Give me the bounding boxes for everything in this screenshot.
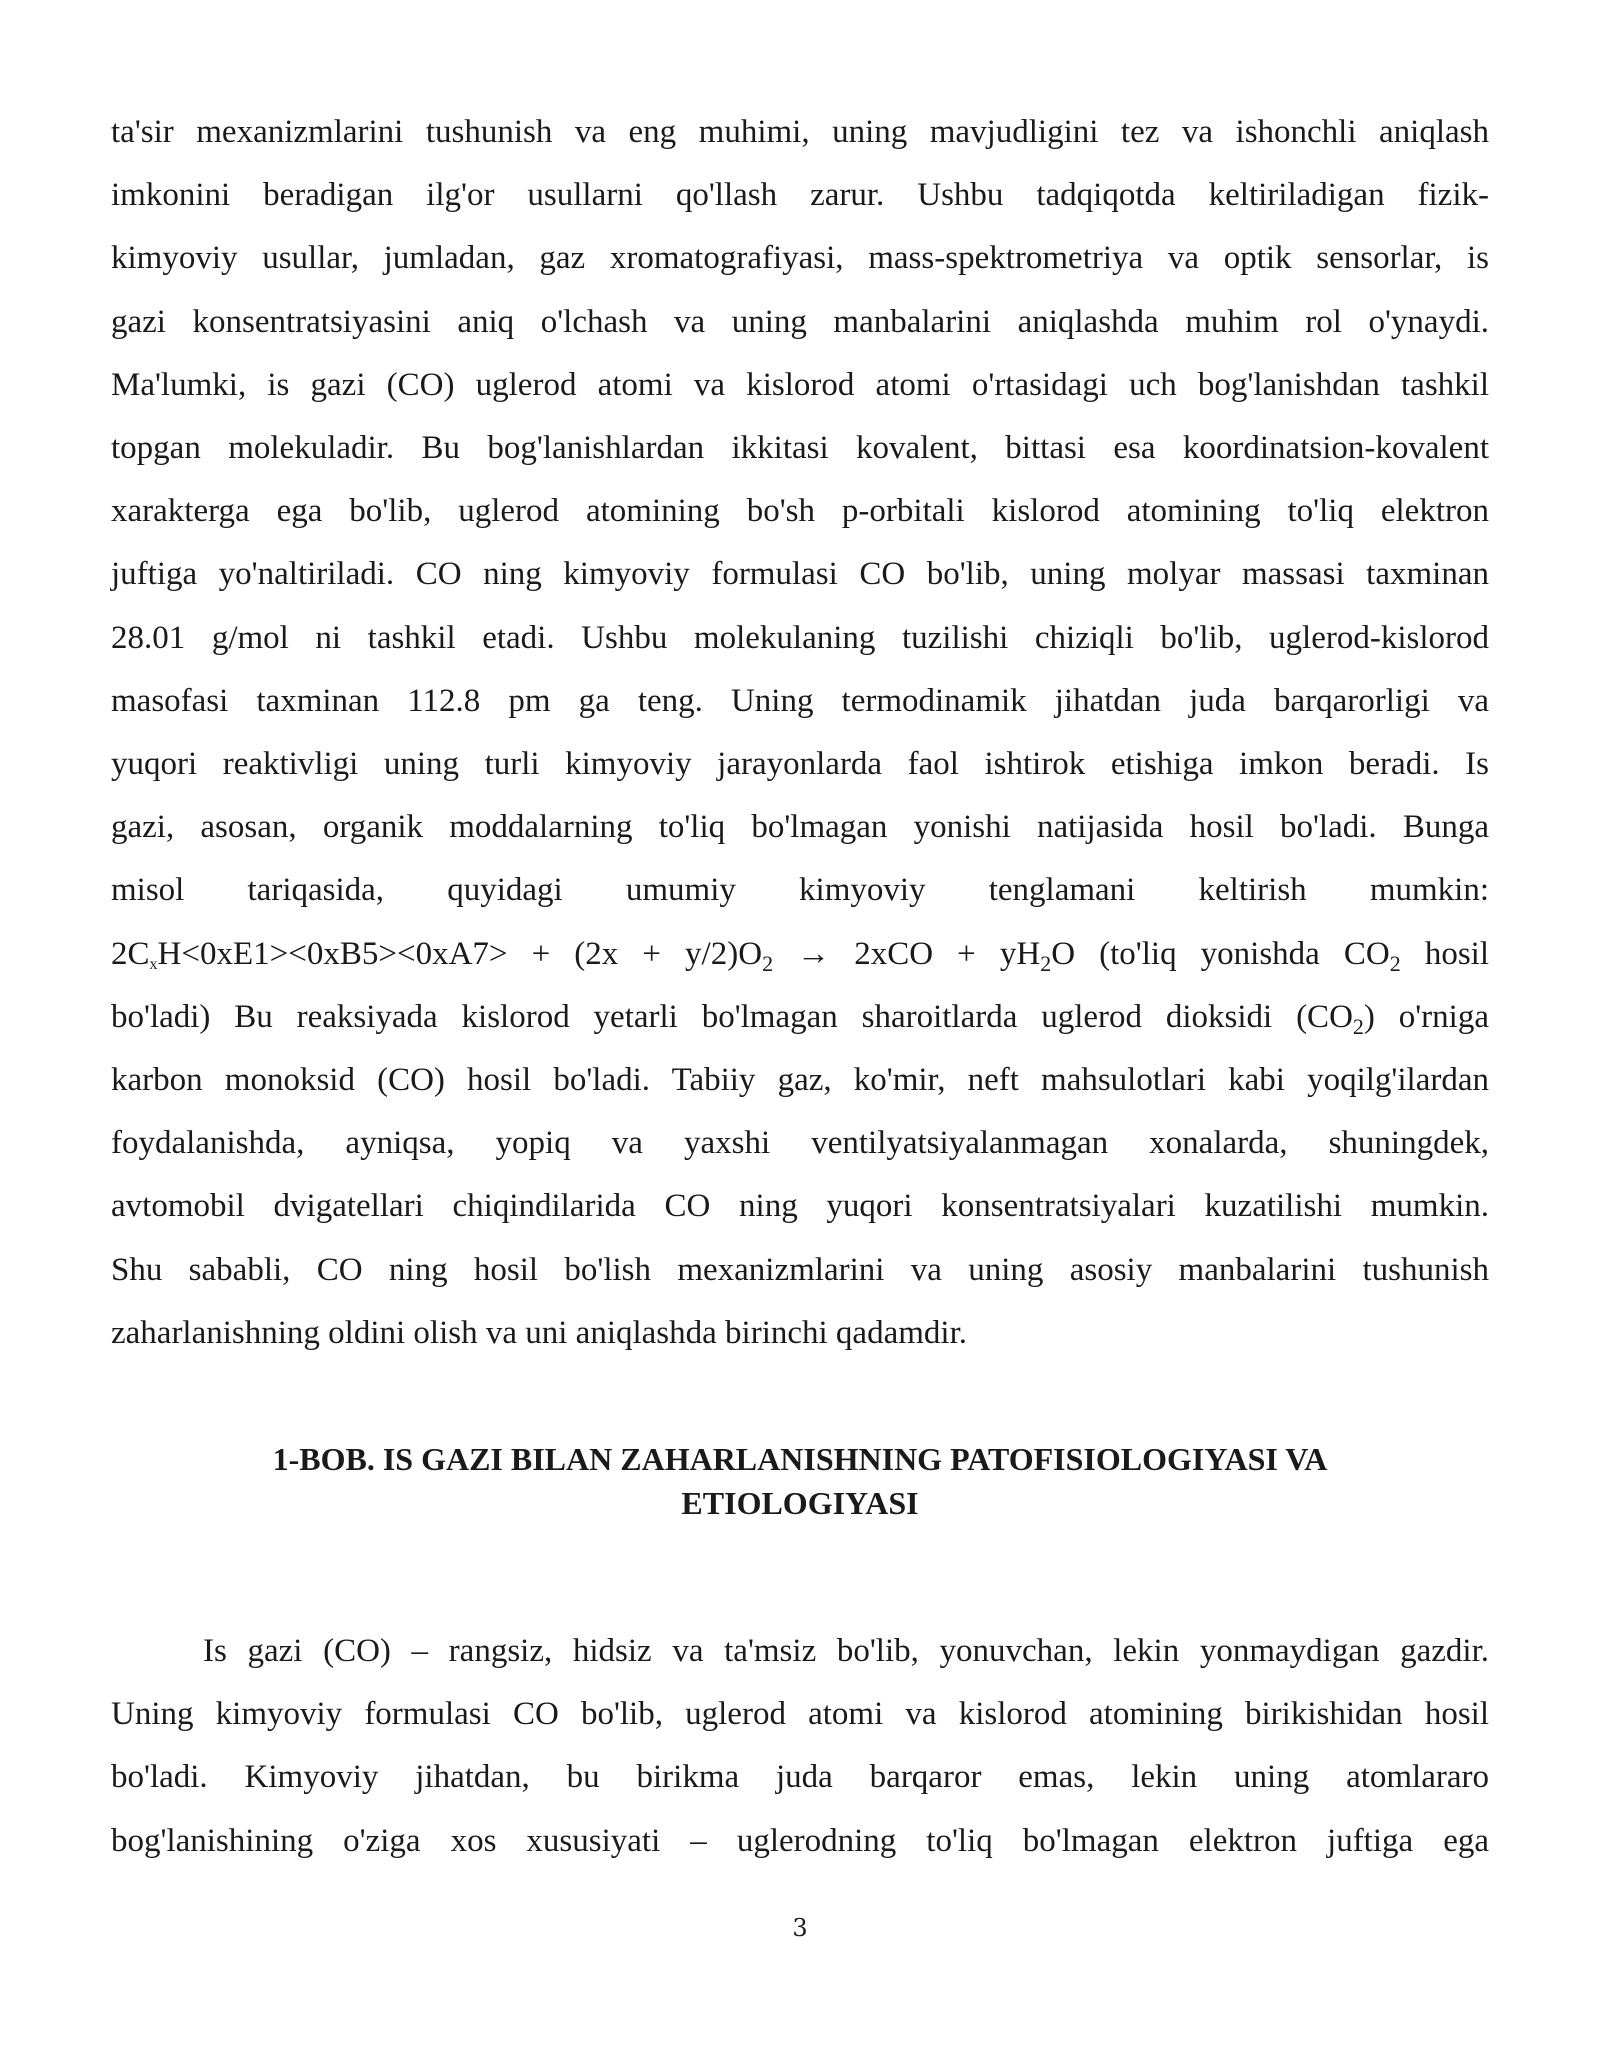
text-line: gazi konsentratsiyasini aniq o'lchash va uning manbalarini aniqlashda muhim rol o'ynaydi. [111, 303, 1489, 340]
chapter-heading-line: ETIOLOGIYASI [681, 1485, 919, 1521]
body-paragraph-chapter [111, 1620, 1489, 1873]
reaction-arrow: → [797, 935, 831, 972]
chemical-equation: $2CxH<0xE1><0xB5><0xA7> + (2x + y/2)O_2 \to 2xCO + yH_2O$ (to'liq yonishda $CO_2$ hosil [111, 935, 1490, 976]
text-line: ta'sir mexanizmlarini tushunish va eng muhimi, uning mavjudligini tez va ishonchli aniqlash [111, 114, 1489, 150]
text-line: avtomobil dvigatellari chiqindilarida CO ning yuqori konsentratsiyalari kuzatilishi mumkin. [111, 1188, 1489, 1225]
text-line: bo'ladi. Kimyoviy jihatdan, bu birikma juda barqaror emas, lekin uning atomlararo [111, 1759, 1489, 1796]
text-line: zaharlanishning oldini olish va uni aniqlashda birinchi qadamdir. [111, 1314, 967, 1351]
text-line: imkonini beradigan ilg'or usullarni qo'llash zarur. Ushbu tadqiqotda keltiriladigan fizik- [111, 177, 1489, 214]
body-paragraph-intro [111, 101, 1489, 1365]
text-line: masofasi taxminan 112.8 pm ga teng. Uning termodinamik jihatdan juda barqarorligi va [111, 682, 1489, 719]
text-line: misol tariqasida, quyidagi umumiy kimyoviy tenglamani keltirish mumkin: [111, 872, 1489, 909]
chapter-heading-line: 1-BOB. IS GAZI BILAN ZAHARLANISHNING PATOFISIOLOGIYASI VA [272, 1441, 1328, 1477]
text-line: yuqori reaktivligi uning turli kimyoviy jarayonlarda faol ishtirok etishiga imkon beradi. Is [111, 746, 1489, 783]
text-line: foydalanishda, ayniqsa, yopiq va yaxshi ventilyatsiyalanmagan xonalarda, shuningdek, [111, 1125, 1489, 1162]
chapter-heading [111, 1437, 1489, 1525]
text-line: Shu sababli, CO ning hosil bo'lish mexanizmlarini va uning asosiy manbalarini tushunish [111, 1251, 1489, 1288]
text-line: juftiga yo'naltiriladi. CO ning kimyoviy formulasi CO bo'lib, uning molyar massasi taxminan [111, 556, 1489, 593]
text-line: Uning kimyoviy formulasi CO bo'lib, uglerod atomi va kislorod atomining birikishidan hosil [111, 1696, 1489, 1733]
text-line: Is gazi (CO) – rangsiz, hidsiz va ta'msiz bo'lib, yonuvchan, lekin yonmaydigan gazdir. [203, 1633, 1489, 1669]
text-line: topgan molekuladir. Bu bog'lanishlardan ikkitasi kovalent, bittasi esa koordinatsion-kovalent [111, 430, 1489, 467]
text-line: bog'lanishining o'ziga xos xususiyati – uglerodning to'liq bo'lmagan elektron juftiga ega [111, 1822, 1489, 1859]
text-line: karbon monoksid (CO) hosil bo'ladi. Tabiiy gaz, ko'mir, neft mahsulotlari kabi yoqilg'ilardan [111, 1062, 1489, 1099]
page-number: 3 [792, 1914, 808, 1942]
text-line: xarakterga ega bo'lib, uglerod atomining bo'sh p-orbitali kislorod atomining to'liq elektron [111, 493, 1489, 530]
text-line: kimyoviy usullar, jumladan, gaz xromatografiyasi, mass-spektrometriya va optik sensorlar, is [111, 240, 1489, 277]
text-line: 28.01 g/mol ni tashkil etadi. Ushbu molekulaning tuzilishi chiziqli bo'lib, uglerod-kislorod [111, 619, 1489, 656]
text-line: Ma'lumki, is gazi (CO) uglerod atomi va kislorod atomi o'rtasidagi uch bog'lanishdan tashkil [111, 366, 1489, 403]
text-line: gazi, asosan, organik moddalarning to'liq bo'lmagan yonishi natijasida hosil bo'ladi. Bunga [111, 809, 1489, 846]
text-line: bo'ladi) Bu reaksiyada kislorod yetarli bo'lmagan sharoitlarda uglerod dioksidi $(CO_2)$ o'rniga [111, 998, 1489, 1039]
